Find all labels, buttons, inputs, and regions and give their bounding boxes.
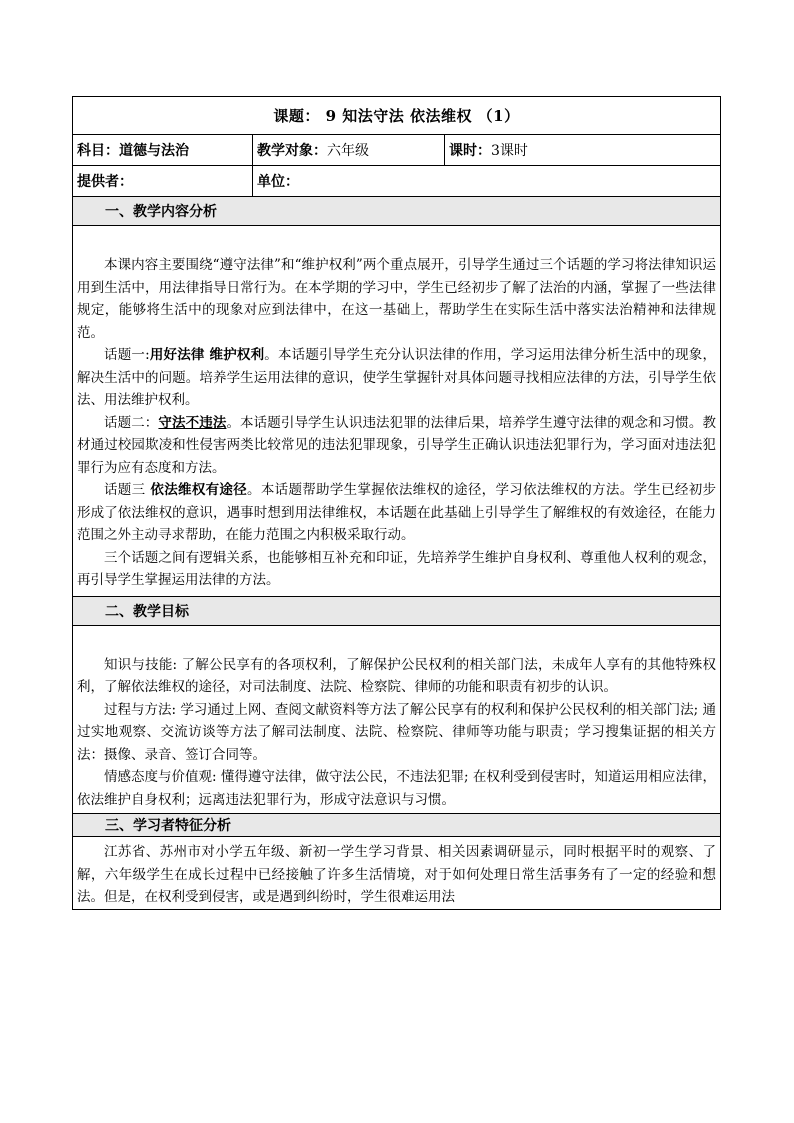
topic-1-title: 用好法律 维护权利 <box>149 347 265 363</box>
hours-cell <box>445 135 721 166</box>
subject-cell <box>73 135 253 166</box>
learners-text: 江苏省、苏州市对小学五年级、新初一学生学习背景、相关因素调研显示，同时根据平时的观察、了解，六年级学生在成长过程中已经接触了许多生活情境，对于如何处理日常生活事务有了一定的经验和想法。但是，在权利受到侵害，或是遇到纠纷时，学生很难运用法 <box>77 844 716 905</box>
learners-body-row <box>73 837 721 910</box>
analysis-closing: 三个话题之间有逻辑关系，也能够相互补充和印证，先培养学生维护自身权利、尊重他人权利的观念，再引导学生掌握运用法律的方法。 <box>77 549 716 588</box>
topic-3-paragraph <box>77 479 716 547</box>
goals-heading-row <box>73 596 721 625</box>
goals-body <box>73 625 721 814</box>
topic-3-label: 话题三 <box>104 482 146 498</box>
lesson-plan-table <box>72 96 721 910</box>
unit-label: 单位： <box>257 174 299 190</box>
topic-1-paragraph <box>77 344 716 412</box>
learners-heading: 三、学习者特征分析 <box>73 814 721 837</box>
target-value: 六年级 <box>327 143 369 159</box>
learners-heading-row <box>73 814 721 837</box>
hours-label: 课时： <box>449 143 491 159</box>
topic-1-label: 话题一: <box>104 347 150 363</box>
topic-2-paragraph <box>77 412 716 480</box>
analysis-intro: 本课内容主要围绕“遵守法律”和“维护权利”两个重点展开，引导学生通过三个话题的学习将法律知识运用到生活中，用法律指导日常行为。在本学期的学习中，学生已经初步了解了法治的内涵，掌握了一些法律规定，能够将生活中的现象对应到法律中，在这一基础上，帮助学生在实际生活中落实法治精神和法律规范。 <box>77 257 716 341</box>
topic-2-label: 话题二： <box>104 414 159 431</box>
analysis-heading: 一、教学内容分析 <box>73 197 721 226</box>
meta-row-2 <box>73 166 721 197</box>
learners-body <box>73 837 721 910</box>
provider-cell <box>73 166 253 197</box>
target-label: 教学对象： <box>257 143 327 159</box>
analysis-body-row <box>73 226 721 597</box>
title-row <box>73 97 721 135</box>
meta-row-1 <box>73 135 721 166</box>
analysis-body <box>73 226 721 597</box>
hours-value: 3课时 <box>491 143 528 159</box>
goal-process: 过程与方法: 学习通过上网、查阅文献资料等方法了解公民享有的权利和保护公民权利的相关部门法; 通过实地观察、交流访谈等方法了解司法制度、法院、检察院、律师等功能与职责；学习搜集证据的相关方法：摄像、录音、签订合同等。 <box>77 701 716 763</box>
goals-heading: 二、教学目标 <box>73 596 721 625</box>
subject-label: 科目： <box>77 143 119 159</box>
provider-label: 提供者： <box>77 174 133 190</box>
lesson-title: 课题： 9 知法守法 依法维权 （1） <box>73 97 721 135</box>
topic-1-text: 。本话题引导学生充分认识法律的作用，学习运用法律分析生活中的现象，解决生活中的问题。培养学生运用法律的意识，使学生掌握针对具体问题寻找相应法律的方法，引导学生依法、用法维护权利。 <box>77 347 716 408</box>
unit-cell <box>253 166 721 197</box>
target-cell <box>253 135 445 166</box>
analysis-heading-row <box>73 197 721 226</box>
goals-body-row <box>73 625 721 814</box>
topic-2-text: 。本话题引导学生认识违法犯罪的法律后果，培养学生遵守法律的观念和习惯。教材通过校园欺凌和性侵害两类比较常见的违法犯罪现象，引导学生正确认识违法犯罪行为，学习面对违法犯罪行为应有态度和方法。 <box>77 414 717 476</box>
subject-value: 道德与法治 <box>119 143 189 159</box>
topic-2-title: 守法不违法 <box>158 414 227 431</box>
topic-3-text: 。本话题帮助学生掌握依法维权的途径，学习依法维权的方法。学生已经初步形成了依法维权的意识，遇事时想到用法律维权，本话题在此基础上引导学生了解维权的有效途径，在能力范围之外主动寻求帮助，在能力范围之内积极采取行动。 <box>77 482 717 543</box>
goal-knowledge: 知识与技能: 了解公民享有的各项权利，了解保护公民权利的相关部门法，未成年人享有的其他特殊权利，了解依法维权的途径，对司法制度、法院、检察院、律师的功能和职责有初步的认识。 <box>77 656 716 695</box>
goal-attitude: 情感态度与价值观: 懂得遵守法律，做守法公民，不违法犯罪; 在权利受到侵害时，知道运用相应法律，依法维护自身权利；远离违法犯罪行为，形成守法意识与习惯。 <box>77 769 716 808</box>
topic-3-title: 依法维权有途径 <box>145 482 248 498</box>
